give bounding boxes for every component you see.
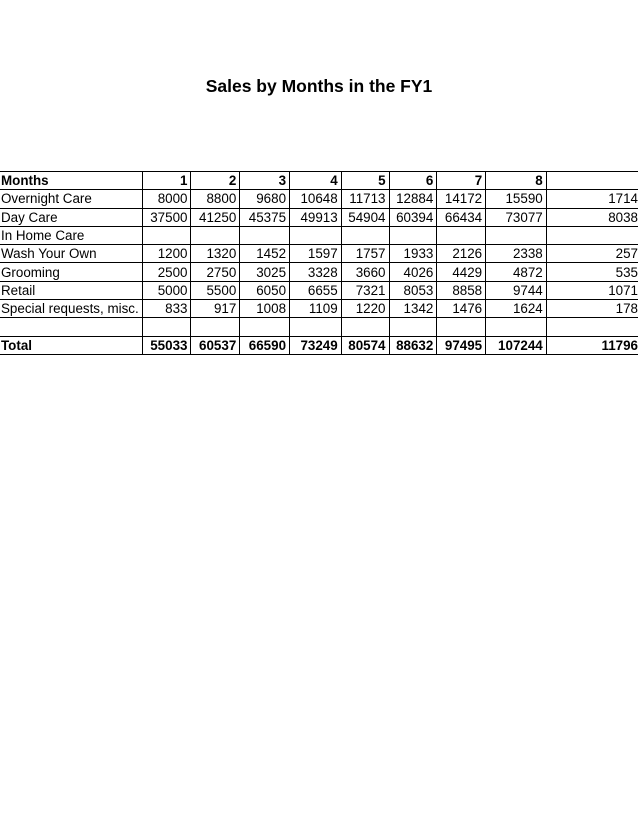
table-row — [0, 318, 638, 336]
value-cell: 8038 — [546, 208, 638, 226]
total-cell: 11796 — [546, 336, 638, 354]
value-cell: 1320 — [191, 245, 240, 263]
value-cell: 6050 — [240, 281, 290, 299]
value-cell — [546, 226, 638, 244]
value-cell: 1008 — [240, 300, 290, 318]
value-cell: 41250 — [191, 208, 240, 226]
value-cell: 11713 — [341, 190, 389, 208]
value-cell: 12884 — [389, 190, 437, 208]
value-cell — [437, 318, 486, 336]
value-cell: 60394 — [389, 208, 437, 226]
total-cell: 66590 — [240, 336, 290, 354]
value-cell: 10648 — [290, 190, 342, 208]
value-cell — [486, 318, 547, 336]
column-header-month — [546, 172, 638, 190]
row-label: Day Care — [0, 208, 142, 226]
value-cell: 15590 — [486, 190, 547, 208]
value-cell: 833 — [142, 300, 191, 318]
value-cell: 8053 — [389, 281, 437, 299]
total-cell: 73249 — [290, 336, 342, 354]
row-label — [0, 318, 142, 336]
value-cell: 45375 — [240, 208, 290, 226]
value-cell: 54904 — [341, 208, 389, 226]
value-cell — [437, 226, 486, 244]
total-cell: 88632 — [389, 336, 437, 354]
value-cell: 2750 — [191, 263, 240, 281]
value-cell: 178 — [546, 300, 638, 318]
row-label: Retail — [0, 281, 142, 299]
row-label: Wash Your Own — [0, 245, 142, 263]
row-label: In Home Care — [0, 226, 142, 244]
value-cell — [546, 318, 638, 336]
value-cell: 257 — [546, 245, 638, 263]
value-cell — [191, 226, 240, 244]
value-cell: 1220 — [341, 300, 389, 318]
value-cell: 1109 — [290, 300, 342, 318]
value-cell: 3025 — [240, 263, 290, 281]
value-cell: 1071 — [546, 281, 638, 299]
row-label: Overnight Care — [0, 190, 142, 208]
value-cell: 49913 — [290, 208, 342, 226]
value-cell: 2500 — [142, 263, 191, 281]
value-cell: 535 — [546, 263, 638, 281]
column-header-month: 3 — [240, 172, 290, 190]
table-row — [0, 226, 638, 244]
value-cell: 8858 — [437, 281, 486, 299]
value-cell — [142, 226, 191, 244]
value-cell: 8800 — [191, 190, 240, 208]
column-header-month: 6 — [389, 172, 437, 190]
total-cell: 55033 — [142, 336, 191, 354]
value-cell — [142, 318, 191, 336]
total-cell: 107244 — [486, 336, 547, 354]
total-cell: 80574 — [341, 336, 389, 354]
page-title: Sales by Months in the FY1 — [205, 76, 433, 96]
value-cell — [389, 318, 437, 336]
value-cell: 5000 — [142, 281, 191, 299]
value-cell: 1714 — [546, 190, 638, 208]
total-cell: 60537 — [191, 336, 240, 354]
value-cell: 1476 — [437, 300, 486, 318]
value-cell — [290, 226, 342, 244]
value-cell — [486, 226, 547, 244]
column-header-month: 1 — [142, 172, 191, 190]
header-row — [0, 172, 638, 190]
value-cell: 8000 — [142, 190, 191, 208]
value-cell: 9680 — [240, 190, 290, 208]
value-cell — [341, 226, 389, 244]
value-cell: 6655 — [290, 281, 342, 299]
total-label: Total — [0, 336, 142, 354]
value-cell: 3328 — [290, 263, 342, 281]
table-row — [0, 263, 638, 281]
value-cell — [191, 318, 240, 336]
value-cell: 1933 — [389, 245, 437, 263]
value-cell — [389, 226, 437, 244]
value-cell — [240, 318, 290, 336]
column-header-month: 4 — [290, 172, 342, 190]
value-cell — [240, 226, 290, 244]
table-row — [0, 281, 638, 299]
value-cell: 7321 — [341, 281, 389, 299]
value-cell: 4026 — [389, 263, 437, 281]
value-cell: 1757 — [341, 245, 389, 263]
row-label: Grooming — [0, 263, 142, 281]
value-cell: 4429 — [437, 263, 486, 281]
value-cell: 1200 — [142, 245, 191, 263]
value-cell: 2338 — [486, 245, 547, 263]
table-row — [0, 300, 638, 318]
value-cell — [290, 318, 342, 336]
column-header-month: 5 — [341, 172, 389, 190]
value-cell: 5500 — [191, 281, 240, 299]
value-cell: 1597 — [290, 245, 342, 263]
total-cell: 97495 — [437, 336, 486, 354]
table-row — [0, 190, 638, 208]
sales-table — [0, 171, 638, 355]
column-header-month: 8 — [486, 172, 547, 190]
value-cell: 917 — [191, 300, 240, 318]
value-cell: 1342 — [389, 300, 437, 318]
value-cell — [341, 318, 389, 336]
table-row — [0, 245, 638, 263]
value-cell: 66434 — [437, 208, 486, 226]
value-cell: 9744 — [486, 281, 547, 299]
value-cell: 2126 — [437, 245, 486, 263]
table-row — [0, 208, 638, 226]
value-cell: 14172 — [437, 190, 486, 208]
value-cell: 4872 — [486, 263, 547, 281]
row-label: Special requests, misc. — [0, 300, 142, 318]
value-cell: 37500 — [142, 208, 191, 226]
value-cell: 1452 — [240, 245, 290, 263]
column-header-month: 2 — [191, 172, 240, 190]
value-cell: 3660 — [341, 263, 389, 281]
column-header-month: 7 — [437, 172, 486, 190]
column-header-months: Months — [0, 172, 142, 190]
value-cell: 1624 — [486, 300, 547, 318]
value-cell: 73077 — [486, 208, 547, 226]
total-row — [0, 336, 638, 354]
